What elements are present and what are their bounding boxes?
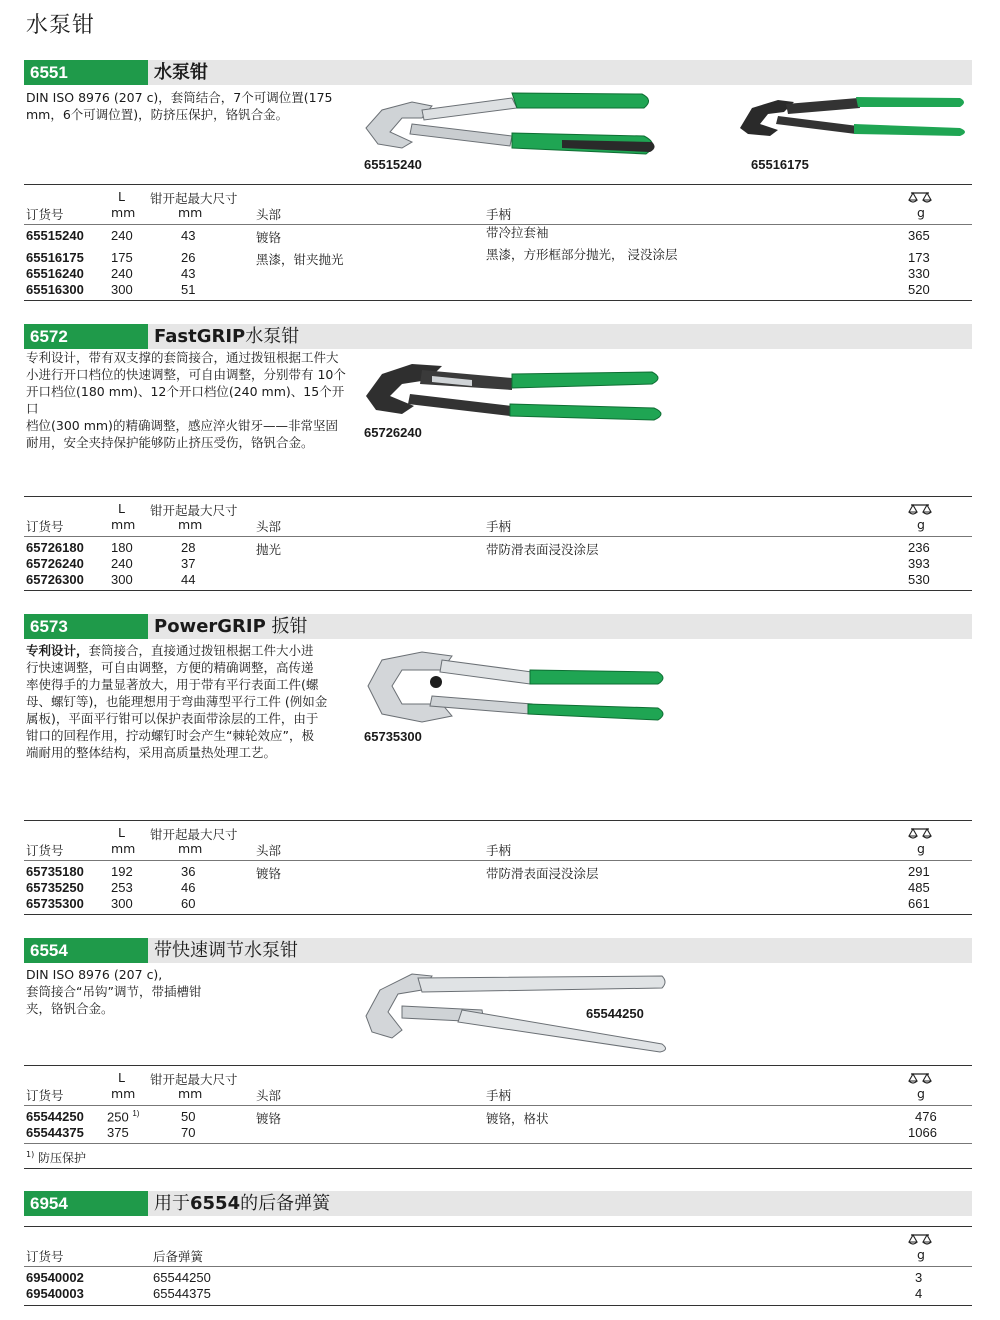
col-l-label: L — [118, 825, 125, 840]
table-bottom-rule — [24, 1143, 972, 1144]
col-jaw-unit: mm — [178, 1086, 203, 1101]
section-header-6954 — [24, 1191, 972, 1216]
col-l-unit: mm — [111, 1086, 136, 1101]
table-header-rule — [24, 536, 972, 537]
image-label: 65544250 — [586, 1006, 644, 1021]
table-bottom-rule — [24, 914, 972, 915]
col-l-unit: mm — [111, 517, 136, 532]
col-order-no: 订货号 — [26, 1249, 64, 1264]
section-code: 6954 — [24, 1191, 148, 1216]
table-bottom-rule — [24, 590, 972, 591]
weight-scale-icon — [908, 827, 932, 840]
plier-image-65515240 — [362, 88, 662, 158]
section-header-6551 — [24, 60, 972, 85]
col-weight-unit: g — [917, 841, 925, 856]
weight-scale-icon — [908, 1233, 932, 1246]
section-description: DIN ISO 8976 (207 c)，套筒结合，7个可调位置(175 mm，6个可调位置)，防挤压保护，铬钒合金。 — [26, 90, 333, 122]
plier-image-65726240 — [362, 356, 672, 426]
col-head: 头部 — [256, 1088, 282, 1103]
section-header-6572 — [24, 324, 972, 349]
table-header-rule — [24, 1105, 972, 1106]
col-jaw-unit: mm — [178, 841, 203, 856]
image-label: 65726240 — [364, 425, 422, 440]
section-title: 用于6554的后备弹簧 — [154, 1193, 331, 1214]
col-jaw-label: 钳开起最大尺寸 — [150, 191, 238, 206]
section-title: 水泵钳 — [154, 62, 208, 83]
col-l-label: L — [118, 1070, 125, 1085]
section-header-6554 — [24, 938, 972, 963]
col-weight-unit: g — [917, 517, 925, 532]
table-bottom-rule — [24, 300, 972, 301]
plier-image-65735300 — [362, 646, 672, 726]
section-code: 6573 — [24, 614, 148, 639]
col-weight-unit: g — [917, 1086, 925, 1101]
col-order-no: 订货号 — [26, 1088, 64, 1103]
footnote: $^{1)}$ 防压保护 — [26, 1150, 87, 1165]
col-jaw-label: 钳开起最大尺寸 — [150, 503, 238, 518]
table-top-rule — [24, 496, 972, 497]
col-handle: 手柄 — [486, 843, 512, 858]
table-top-rule — [24, 1065, 972, 1066]
section-title: PowerGRIP 扳钳 — [154, 616, 308, 637]
col-l-label: L — [118, 501, 125, 516]
plier-image-65516175 — [738, 94, 970, 140]
weight-scale-icon — [908, 191, 932, 204]
col-spring: 后备弹簧 — [153, 1249, 204, 1264]
col-weight-unit: g — [917, 205, 925, 220]
col-order-no: 订货号 — [26, 843, 64, 858]
col-jaw-label: 钳开起最大尺寸 — [150, 1072, 238, 1087]
col-jaw-unit: mm — [178, 517, 203, 532]
section-code: 6572 — [24, 324, 148, 349]
col-handle: 手柄 — [486, 207, 512, 222]
col-order-no: 订货号 — [26, 207, 64, 222]
section-description: 专利设计，带有双支撑的套筒接合，通过拨钮根据工件大 小进行开口档位的快速调整，可自由调整，分别带有 10个 开口档位(180 mm)、12个开口档位(240 mm)、15个开口 档位(300 mm)的精确调整，感应淬火钳牙——非常坚固 耐用，安全夹持保护能够防止挤压受伤，铬钒合金。 — [26, 350, 346, 450]
section-header-6573 — [24, 614, 972, 639]
section-code: 6554 — [24, 938, 148, 963]
section-description: 专利设计，套筒接合，直接通过拨钮根据工件大小进 行快速调整，可自由调整，方便的精确调整，高传递 率使得手的力量显著放大，用于带有平行表面工件(螺 母、螺钉等)，也能理想用于弯曲薄型平行工件 (例如金 属板)，平面平行钳可以保护表面带涂层的工件，由于 钳口的回程作用，拧动螺钉时会产生“棘轮效应”，极 端耐用的整体结构，采用高质量热处理工艺。 — [26, 643, 328, 760]
col-jaw-unit: mm — [178, 205, 203, 220]
col-l-unit: mm — [111, 205, 136, 220]
col-handle: 手柄 — [486, 519, 512, 534]
image-label: 65516175 — [751, 157, 809, 172]
section-code: 6551 — [24, 60, 148, 85]
section-title: FastGRIP水泵钳 — [154, 326, 300, 347]
col-weight-unit: g — [917, 1247, 925, 1262]
table-top-rule — [24, 820, 972, 821]
col-handle: 手柄 — [486, 1088, 512, 1103]
table-header-rule — [24, 1266, 972, 1267]
col-head: 头部 — [256, 207, 282, 222]
image-label: 65735300 — [364, 729, 422, 744]
col-jaw-label: 钳开起最大尺寸 — [150, 827, 238, 842]
col-order-no: 订货号 — [26, 519, 64, 534]
col-head: 头部 — [256, 519, 282, 534]
page-title: 水泵钳 — [26, 13, 96, 38]
col-l-label: L — [118, 189, 125, 204]
weight-scale-icon — [908, 1072, 932, 1085]
image-label: 65515240 — [364, 157, 422, 172]
table-bottom-rule — [24, 1305, 972, 1306]
section-bottom-rule — [24, 1168, 972, 1169]
weight-scale-icon — [908, 503, 932, 516]
section-title: 带快速调节水泵钳 — [154, 940, 298, 961]
section-description: DIN ISO 8976 (207 c), 套筒接合“吊钩”调节，带插槽钳 夹，铬钒合金。 — [26, 967, 202, 1016]
col-head: 头部 — [256, 843, 282, 858]
table-top-rule — [24, 184, 972, 185]
table-header-rule — [24, 860, 972, 861]
col-l-unit: mm — [111, 841, 136, 856]
table-top-rule — [24, 1226, 972, 1227]
